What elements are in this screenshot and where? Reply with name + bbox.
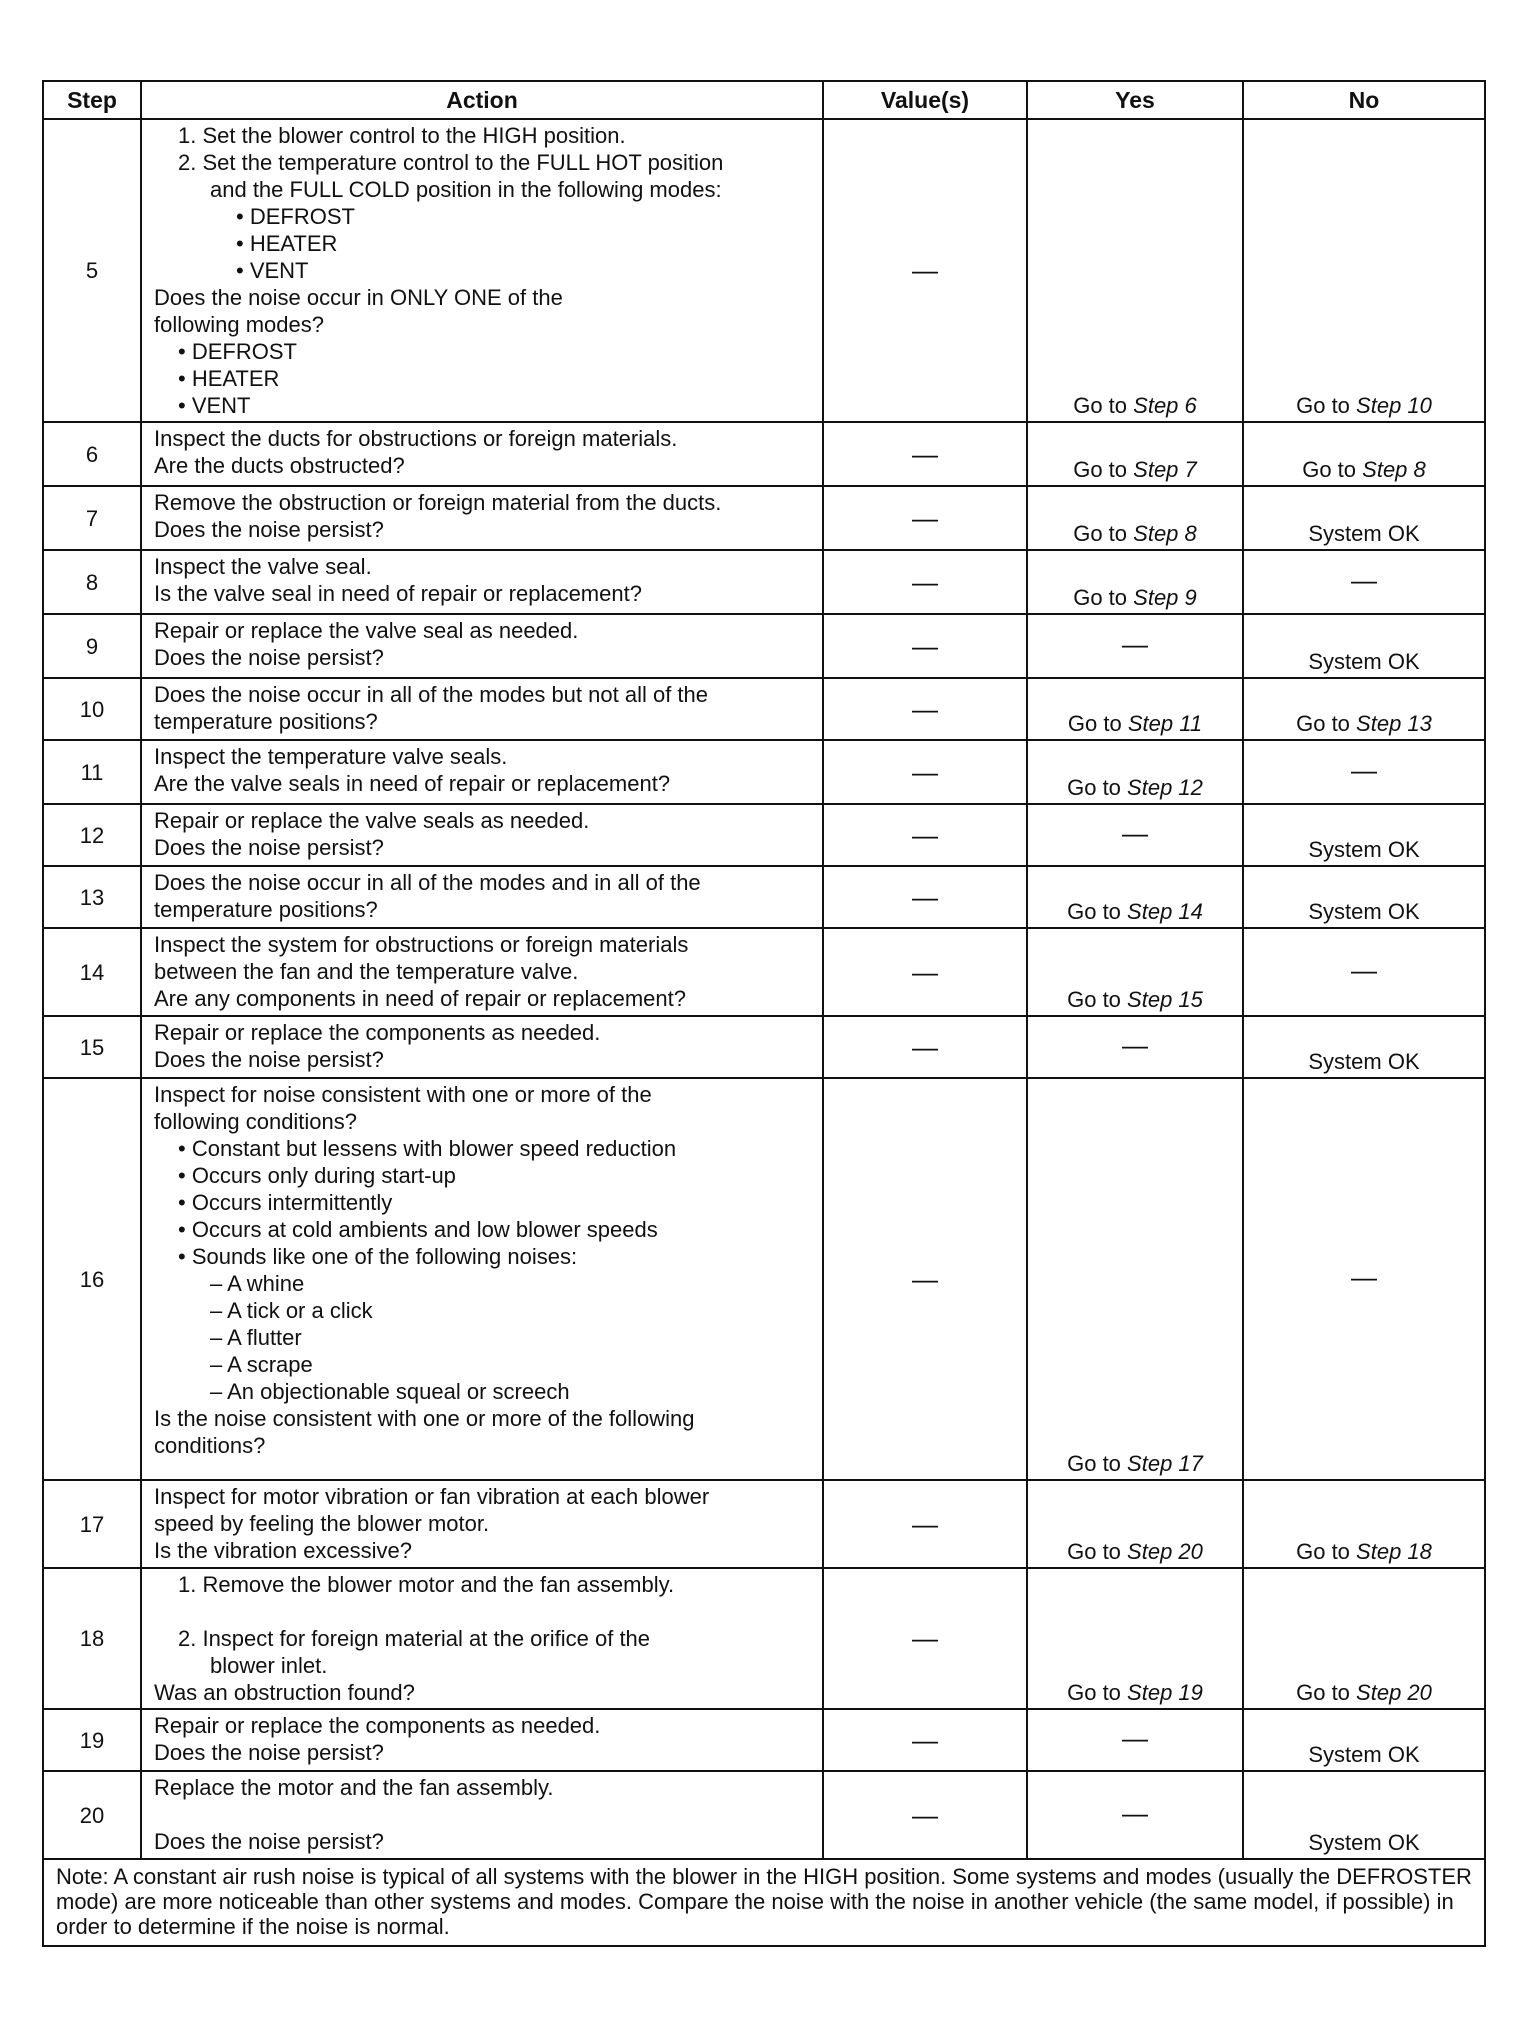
value-cell: — [823, 1568, 1027, 1709]
action-line: – A tick or a click [210, 1298, 373, 1323]
no-cell [1243, 804, 1485, 866]
value-cell: — [823, 1016, 1027, 1078]
table-row [43, 486, 1485, 550]
action-cell [141, 740, 823, 804]
no-cell [1243, 740, 1485, 804]
action-cell [141, 1709, 823, 1771]
value-cell: — [823, 1709, 1027, 1771]
no-cell [1243, 119, 1485, 422]
action-line: • VENT [236, 258, 309, 283]
action-line: • DEFROST [236, 204, 355, 229]
action-line: Inspect for noise consistent with one or more of the [154, 1082, 652, 1107]
yes-cell [1027, 1568, 1243, 1709]
yes-cell [1027, 1078, 1243, 1480]
step-number: 18 [43, 1568, 141, 1709]
value-cell: — [823, 866, 1027, 928]
action-line: following modes? [154, 312, 324, 337]
action-line: • Sounds like one of the following noises: [178, 1244, 578, 1269]
no-goto: Go to Step 8 [1302, 457, 1426, 482]
table-row [43, 740, 1485, 804]
action-line: • VENT [178, 393, 251, 418]
action-cell [141, 928, 823, 1016]
value-cell: — [823, 422, 1027, 486]
table-row [43, 866, 1485, 928]
yes-cell [1027, 1709, 1243, 1771]
header-row [43, 81, 1485, 119]
value-cell: — [823, 119, 1027, 422]
table-row [43, 1568, 1485, 1709]
yes-cell [1027, 804, 1243, 866]
step-number: 13 [43, 866, 141, 928]
action-cell [141, 119, 823, 422]
action-cell [141, 550, 823, 614]
header-no: No [1243, 81, 1485, 119]
table-row [43, 1078, 1485, 1480]
action-line: speed by feeling the blower motor. [154, 1511, 490, 1536]
yes-goto: Go to Step 6 [1073, 393, 1197, 418]
step-number: 15 [43, 1016, 141, 1078]
action-cell [141, 1771, 823, 1859]
table-row [43, 928, 1485, 1016]
action-cell [141, 866, 823, 928]
no-result: System OK [1308, 521, 1420, 546]
no-result: System OK [1308, 1742, 1420, 1767]
step-number: 20 [43, 1771, 141, 1859]
step-number: 11 [43, 740, 141, 804]
yes-goto: Go to Step 11 [1067, 711, 1203, 736]
yes-result: — [1122, 1723, 1148, 1754]
value-cell: — [823, 928, 1027, 1016]
step-number: 12 [43, 804, 141, 866]
yes-cell [1027, 119, 1243, 422]
action-line: 1. Remove the blower motor and the fan assembly. [178, 1572, 675, 1597]
action-line: blower inlet. [210, 1653, 328, 1678]
step-number: 9 [43, 614, 141, 678]
action-line: Repair or replace the components as needed. [154, 1713, 601, 1738]
yes-goto: Go to Step 17 [1067, 1451, 1203, 1476]
yes-goto: Go to Step 14 [1067, 899, 1203, 924]
step-number: 8 [43, 550, 141, 614]
no-cell [1243, 1568, 1485, 1709]
no-result: System OK [1308, 1830, 1420, 1855]
action-line: • HEATER [236, 231, 338, 256]
yes-goto: Go to Step 12 [1067, 775, 1203, 800]
action-line: Does the noise persist? [154, 645, 384, 670]
action-cell [141, 678, 823, 740]
no-goto: Go to Step 10 [1296, 393, 1432, 418]
action-line: Does the noise persist? [154, 1829, 384, 1854]
note-text: Note: A constant air rush noise is typical of all systems with the blower in the HIGH position. Some systems and modes (usually the DEFROSTER mode) are more noticeable than other systems and modes. Compare the noise with the noise in another vehicle (the same model, if possible) in order to determine if the noise is normal. [43, 1859, 1485, 1946]
action-line: Does the noise persist? [154, 517, 384, 542]
action-line: Inspect the system for obstructions or foreign materials [154, 932, 689, 957]
action-cell [141, 1078, 823, 1480]
yes-cell [1027, 422, 1243, 486]
value-cell: — [823, 614, 1027, 678]
action-line: • Occurs at cold ambients and low blower speeds [178, 1217, 658, 1242]
no-result: System OK [1308, 1049, 1420, 1074]
value-cell: — [823, 1480, 1027, 1568]
action-line: – An objectionable squeal or screech [210, 1379, 570, 1404]
action-line: temperature positions? [154, 709, 378, 734]
header-values: Value(s) [823, 81, 1027, 119]
yes-goto: Go to Step 15 [1067, 987, 1203, 1012]
action-line: Does the noise occur in ONLY ONE of the [154, 285, 563, 310]
action-line: Is the noise consistent with one or more of the following [154, 1406, 695, 1431]
yes-result: — [1122, 629, 1148, 660]
action-line: • DEFROST [178, 339, 297, 364]
no-result: — [1351, 565, 1377, 596]
header-action: Action [141, 81, 823, 119]
no-result: — [1351, 955, 1377, 986]
yes-goto: Go to Step 7 [1073, 457, 1197, 482]
step-number: 19 [43, 1709, 141, 1771]
yes-goto: Go to Step 8 [1073, 521, 1197, 546]
action-line: • Constant but lessens with blower speed reduction [178, 1136, 677, 1161]
action-line: and the FULL COLD position in the following modes: [210, 177, 722, 202]
action-line: Are any components in need of repair or replacement? [154, 986, 686, 1011]
diagnostic-table [42, 80, 1486, 1947]
value-cell: — [823, 804, 1027, 866]
value-cell: — [823, 678, 1027, 740]
value-cell: — [823, 486, 1027, 550]
action-line: Replace the motor and the fan assembly. [154, 1775, 554, 1800]
action-line: Repair or replace the components as needed. [154, 1020, 601, 1045]
action-line: – A whine [210, 1271, 305, 1296]
no-cell [1243, 1709, 1485, 1771]
no-cell [1243, 614, 1485, 678]
table-row [43, 422, 1485, 486]
action-line: Is the valve seal in need of repair or replacement? [154, 581, 642, 606]
yes-cell [1027, 866, 1243, 928]
no-result: — [1351, 755, 1377, 786]
action-line: • Occurs intermittently [178, 1190, 393, 1215]
no-cell [1243, 1480, 1485, 1568]
action-line: – A scrape [210, 1352, 313, 1377]
action-line: Inspect for motor vibration or fan vibration at each blower [154, 1484, 710, 1509]
header-step: Step [43, 81, 141, 119]
table-row [43, 1480, 1485, 1568]
value-cell: — [823, 740, 1027, 804]
no-cell [1243, 486, 1485, 550]
table-row [43, 614, 1485, 678]
step-number: 17 [43, 1480, 141, 1568]
no-cell [1243, 678, 1485, 740]
yes-cell [1027, 1771, 1243, 1859]
table-row [43, 1771, 1485, 1859]
action-line: Does the noise persist? [154, 1740, 384, 1765]
action-line: Does the noise persist? [154, 835, 384, 860]
no-goto: Go to Step 13 [1296, 711, 1432, 736]
step-number: 5 [43, 119, 141, 422]
action-line: Does the noise persist? [154, 1047, 384, 1072]
action-cell [141, 1016, 823, 1078]
step-number: 14 [43, 928, 141, 1016]
no-goto: Go to Step 20 [1296, 1680, 1432, 1705]
action-cell [141, 422, 823, 486]
step-number: 16 [43, 1078, 141, 1480]
step-number: 10 [43, 678, 141, 740]
yes-cell [1027, 740, 1243, 804]
table-row [43, 1709, 1485, 1771]
yes-cell [1027, 614, 1243, 678]
action-cell [141, 486, 823, 550]
no-cell [1243, 422, 1485, 486]
table-row [43, 804, 1485, 866]
action-line: – A flutter [210, 1325, 302, 1350]
action-line: following conditions? [154, 1109, 358, 1134]
yes-cell [1027, 678, 1243, 740]
step-number: 7 [43, 486, 141, 550]
header-yes: Yes [1027, 81, 1243, 119]
yes-cell [1027, 1480, 1243, 1568]
no-goto: Go to Step 18 [1296, 1539, 1432, 1564]
no-result: — [1351, 1262, 1377, 1293]
yes-cell [1027, 486, 1243, 550]
no-cell [1243, 1771, 1485, 1859]
table-row [43, 1016, 1485, 1078]
action-line: Repair or replace the valve seals as needed. [154, 808, 590, 833]
table-row [43, 678, 1485, 740]
table-row [43, 550, 1485, 614]
action-line: 2. Set the temperature control to the FULL HOT position [178, 150, 724, 175]
action-line: Are the valve seals in need of repair or replacement? [154, 771, 671, 796]
action-line: • Occurs only during start-up [178, 1163, 456, 1188]
action-line: Are the ducts obstructed? [154, 453, 405, 478]
step-number: 6 [43, 422, 141, 486]
action-line: • HEATER [178, 366, 280, 391]
value-cell: — [823, 1771, 1027, 1859]
action-line: Does the noise occur in all of the modes and in all of the [154, 870, 701, 895]
action-cell [141, 1568, 823, 1709]
no-cell [1243, 1016, 1485, 1078]
yes-result: — [1122, 1798, 1148, 1829]
yes-cell [1027, 928, 1243, 1016]
action-line: Inspect the ducts for obstructions or foreign materials. [154, 426, 678, 451]
yes-result: — [1122, 1030, 1148, 1061]
no-result: System OK [1308, 899, 1420, 924]
no-result: System OK [1308, 837, 1420, 862]
no-cell [1243, 928, 1485, 1016]
table-row [43, 119, 1485, 422]
action-line: Was an obstruction found? [154, 1680, 415, 1705]
yes-result: — [1122, 818, 1148, 849]
action-cell [141, 614, 823, 678]
yes-goto: Go to Step 20 [1067, 1539, 1203, 1564]
value-cell: — [823, 550, 1027, 614]
action-line: Is the vibration excessive? [154, 1538, 413, 1563]
action-line: Does the noise occur in all of the modes but not all of the [154, 682, 708, 707]
action-line: 1. Set the blower control to the HIGH position. [178, 123, 626, 148]
action-line: temperature positions? [154, 897, 378, 922]
action-line: between the fan and the temperature valve. [154, 959, 579, 984]
no-cell [1243, 866, 1485, 928]
yes-cell [1027, 550, 1243, 614]
no-result: System OK [1308, 649, 1420, 674]
action-line: 2. Inspect for foreign material at the orifice of the [178, 1626, 651, 1651]
action-line: Inspect the valve seal. [154, 554, 372, 579]
yes-goto: Go to Step 19 [1067, 1680, 1203, 1705]
action-cell [141, 804, 823, 866]
action-line: conditions? [154, 1433, 266, 1458]
yes-goto: Go to Step 9 [1073, 585, 1197, 610]
action-line: Repair or replace the valve seal as needed. [154, 618, 579, 643]
action-line: Remove the obstruction or foreign material from the ducts. [154, 490, 722, 515]
note-row [43, 1859, 1485, 1946]
value-cell: — [823, 1078, 1027, 1480]
action-cell [141, 1480, 823, 1568]
yes-cell [1027, 1016, 1243, 1078]
action-line: Inspect the temperature valve seals. [154, 744, 508, 769]
no-cell [1243, 550, 1485, 614]
no-cell [1243, 1078, 1485, 1480]
